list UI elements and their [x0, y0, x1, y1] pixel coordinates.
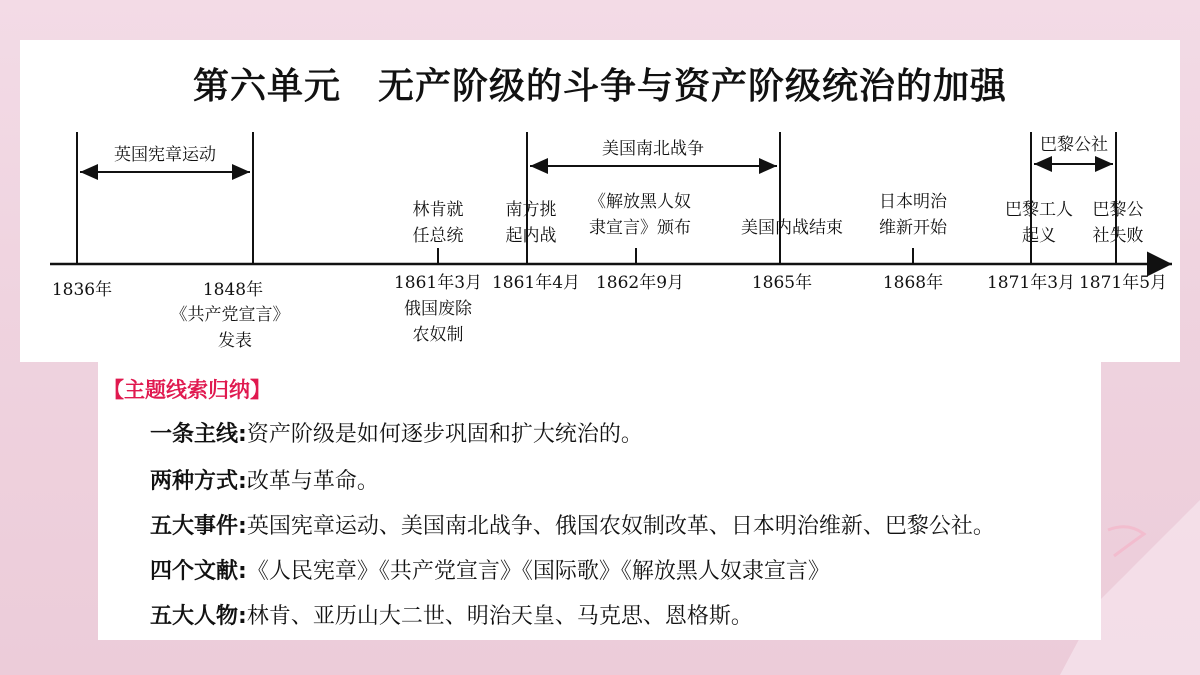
- summary-text: 《人民宪章》《共产党宣言》《国际歌》《解放黑人奴隶宣言》: [246, 559, 830, 584]
- summary-label: 五大人物: [150, 604, 239, 629]
- event-meiji-line2: 维新开始: [879, 218, 947, 238]
- summary-text: 改革与革命。: [246, 469, 379, 494]
- summary-text: 资产阶级是如何逐步巩固和扩大统治的。: [246, 422, 643, 447]
- note-serfdom-line2: 农奴制: [412, 325, 464, 345]
- summary-row-methods: 两种方式:改革与革命。: [150, 469, 379, 494]
- summary-text: 英国宪章运动、美国南北战争、俄国农奴制改革、日本明治维新、巴黎公社。: [246, 514, 995, 539]
- summary-row-events: 五大事件:英国宪章运动、美国南北战争、俄国农奴制改革、日本明治维新、巴黎公社。: [150, 514, 995, 539]
- note-serfdom-line1: 俄国废除: [404, 299, 472, 319]
- summary-text: 林肯、亚历山大二世、明治天皇、马克思、恩格斯。: [246, 604, 753, 629]
- summary-label: 五大事件: [150, 514, 239, 539]
- date-1871-3: 1871年3月: [986, 273, 1076, 293]
- timeline: [20, 40, 1180, 362]
- event-emancipation-line1: 《解放黑人奴: [589, 192, 691, 212]
- summary-row-main-line: 一条主线:资产阶级是如何逐步巩固和扩大统治的。: [150, 422, 643, 447]
- summary-heading: 【主题线索归纳】: [103, 378, 271, 402]
- date-1861-3: 1861年3月: [393, 273, 483, 293]
- event-commune-fall-line2: 社失败: [1092, 226, 1144, 246]
- event-lincoln-line1: 林肯就: [412, 200, 464, 220]
- note-manifesto-line2: 发表: [218, 331, 252, 351]
- timeline-card: [20, 40, 1180, 362]
- event-south-war-line1: 南方挑: [505, 200, 557, 220]
- period-label-chartism: 英国宪章运动: [114, 145, 216, 165]
- date-1868: 1868年: [882, 273, 944, 293]
- date-1871-5: 1871年5月: [1078, 273, 1168, 293]
- event-lincoln-line2: 任总统: [412, 226, 464, 246]
- date-1848: 1848年: [202, 280, 264, 300]
- event-paris-uprising-line2: 起义: [1022, 226, 1056, 246]
- date-1861-4: 1861年4月: [491, 273, 581, 293]
- event-commune-fall-line1: 巴黎公: [1092, 200, 1144, 220]
- period-label-paris-commune: 巴黎公社: [1040, 135, 1108, 155]
- note-manifesto-line1: 《共产党宣言》: [170, 305, 290, 325]
- event-civil-war-end: 美国内战结束: [741, 218, 843, 238]
- summary-label: 一条主线: [150, 422, 239, 447]
- summary-row-documents: 四个文献:《人民宪章》《共产党宣言》《国际歌》《解放黑人奴隶宣言》: [150, 559, 830, 584]
- date-1862-9: 1862年9月: [595, 273, 685, 293]
- date-1836: 1836年: [51, 280, 113, 300]
- summary-label: 四个文献: [150, 559, 239, 584]
- summary-row-people: 五大人物:林肯、亚历山大二世、明治天皇、马克思、恩格斯。: [150, 604, 753, 629]
- summary-card: [98, 362, 1101, 640]
- event-paris-uprising-line1: 巴黎工人: [1005, 200, 1073, 220]
- date-1865: 1865年: [751, 273, 813, 293]
- period-label-civil-war: 美国南北战争: [602, 139, 704, 159]
- page-title: 第六单元 无产阶级的斗争与资产阶级统治的加强: [192, 66, 1007, 107]
- event-meiji-line1: 日本明治: [879, 192, 947, 212]
- event-south-war-line2: 起内战: [505, 226, 557, 246]
- event-emancipation-line2: 隶宣言》颁布: [589, 218, 691, 238]
- summary-label: 两种方式: [150, 469, 239, 494]
